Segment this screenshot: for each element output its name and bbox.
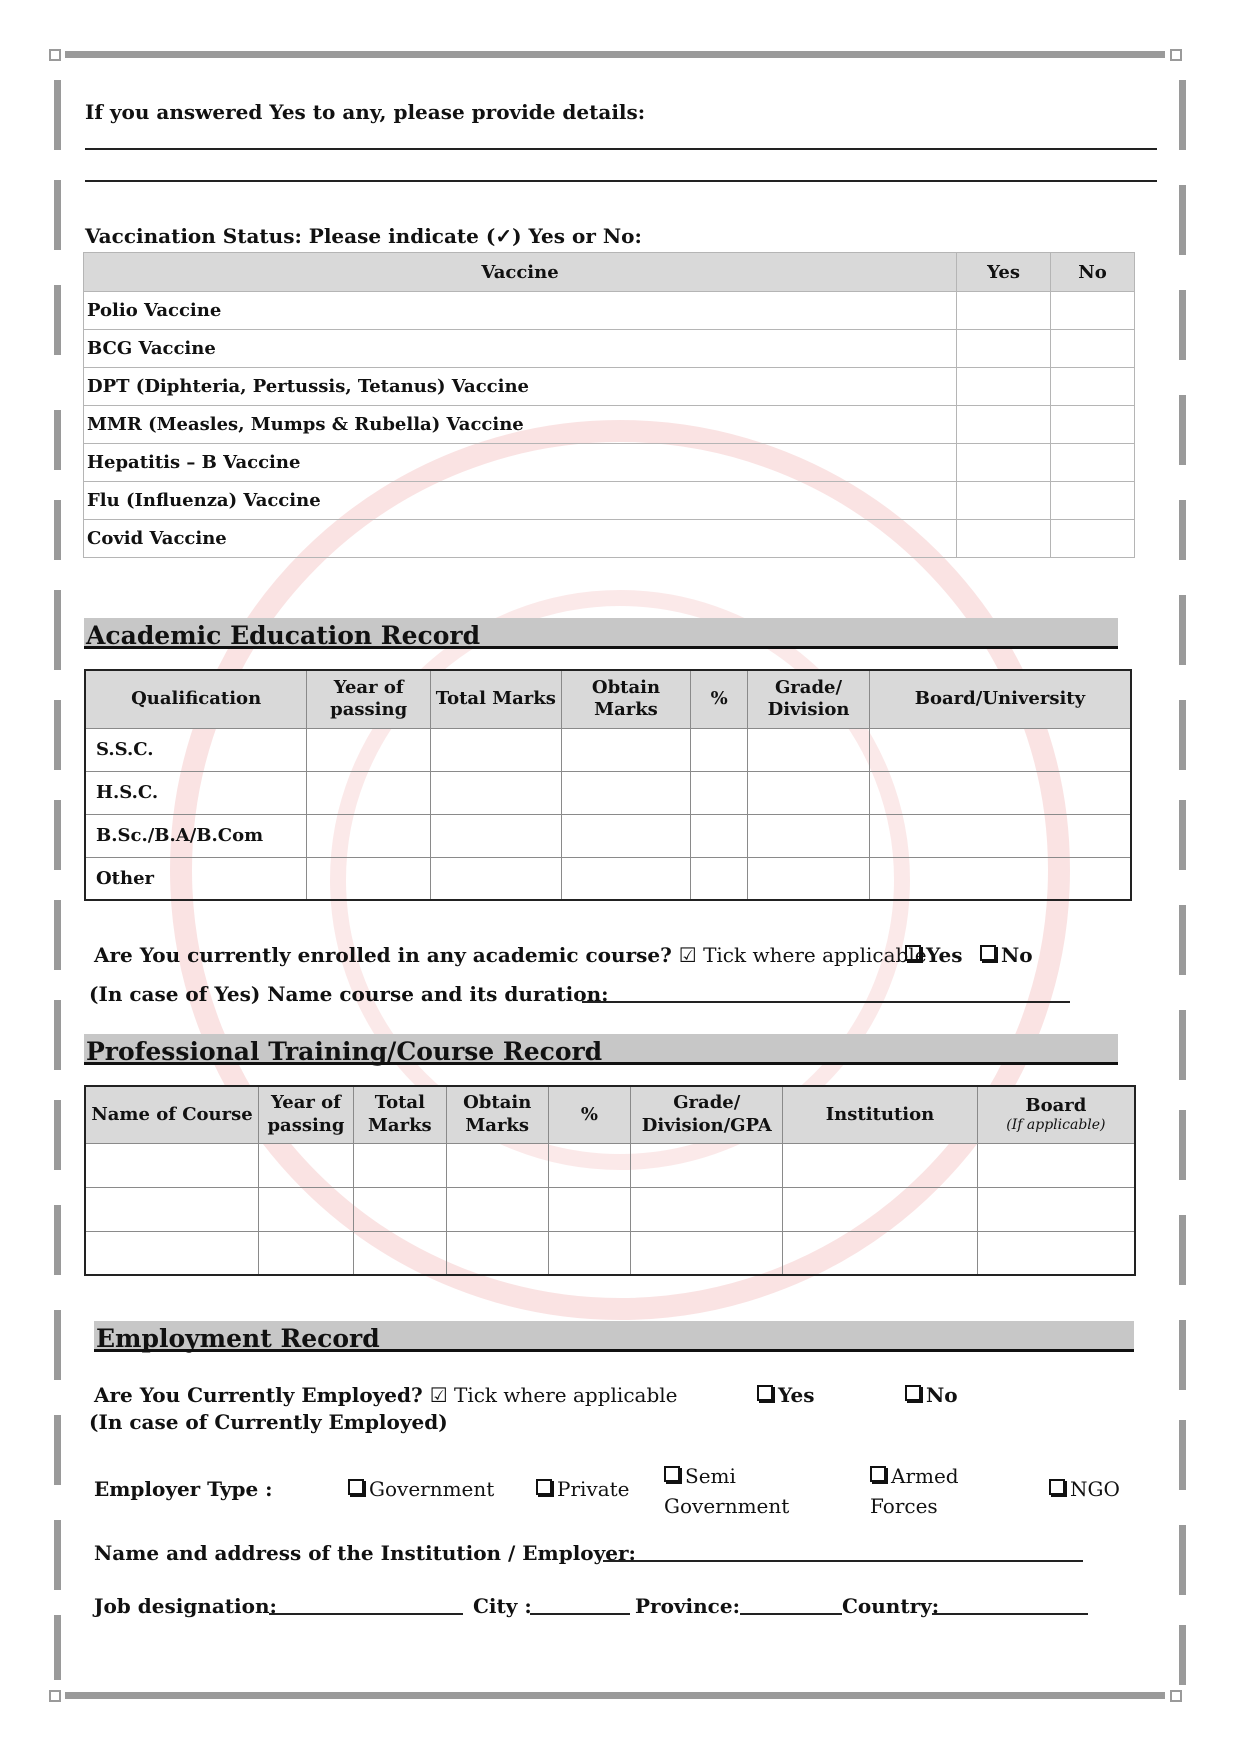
cell[interactable] bbox=[691, 728, 748, 771]
frame-left-dash bbox=[54, 700, 61, 770]
type-label: Government bbox=[369, 1477, 495, 1501]
col-board bbox=[977, 1086, 1135, 1143]
professional-section-header bbox=[84, 1034, 1118, 1065]
city-line[interactable] bbox=[530, 1613, 630, 1615]
academic-table bbox=[84, 669, 1132, 901]
cell[interactable] bbox=[748, 857, 870, 900]
vaccine-name: BCG Vaccine bbox=[84, 330, 957, 368]
col-institution: Institution bbox=[783, 1086, 978, 1143]
vaccine-no-cell[interactable] bbox=[1051, 482, 1135, 520]
type-label: Armed Forces bbox=[870, 1464, 959, 1518]
cell[interactable] bbox=[631, 1143, 783, 1187]
cell[interactable] bbox=[561, 728, 691, 771]
checkbox-icon[interactable] bbox=[664, 1466, 680, 1482]
cell[interactable] bbox=[446, 1143, 548, 1187]
academic-row bbox=[85, 728, 1131, 771]
type-label: Private bbox=[557, 1477, 630, 1501]
checkbox-icon[interactable] bbox=[348, 1479, 364, 1495]
vaccine-name: Covid Vaccine bbox=[84, 520, 957, 558]
employer-type-armed-forces[interactable] bbox=[870, 1461, 980, 1521]
cell[interactable] bbox=[307, 857, 431, 900]
frame-left-dash bbox=[54, 1205, 61, 1275]
cell[interactable] bbox=[431, 771, 562, 814]
frame-left-dash bbox=[54, 1415, 61, 1485]
frame-right-dash bbox=[1179, 800, 1186, 870]
employer-type-government[interactable] bbox=[348, 1477, 494, 1501]
academic-section-title: Academic Education Record bbox=[86, 621, 481, 650]
frame-right-dash bbox=[1179, 700, 1186, 770]
yes-header: Yes bbox=[957, 253, 1051, 292]
cell[interactable] bbox=[869, 857, 1131, 900]
cell[interactable] bbox=[259, 1143, 354, 1187]
vaccination-table bbox=[83, 252, 1135, 558]
cell[interactable] bbox=[446, 1231, 548, 1275]
frame-right-dash bbox=[1179, 1010, 1186, 1080]
frame-right-dash bbox=[1179, 185, 1186, 255]
frame-right-dash bbox=[1179, 500, 1186, 560]
frame-left-dash bbox=[54, 1100, 61, 1170]
job-designation-label: Job designation: bbox=[94, 1594, 277, 1618]
academic-section-header bbox=[84, 618, 1118, 649]
cell[interactable] bbox=[548, 1231, 631, 1275]
vaccine-yes-cell[interactable] bbox=[957, 406, 1051, 444]
cell[interactable] bbox=[631, 1231, 783, 1275]
col-total-marks: Total Marks bbox=[353, 1086, 446, 1143]
enrolled-no-option[interactable] bbox=[980, 943, 1033, 967]
cell[interactable] bbox=[977, 1187, 1135, 1231]
col-grade-division-gpa: Grade/ Division/GPA bbox=[631, 1086, 783, 1143]
frame-right-dash bbox=[1179, 595, 1186, 665]
col-percent: % bbox=[691, 670, 748, 728]
employer-type-semi-government[interactable] bbox=[664, 1461, 814, 1521]
employment-section-header bbox=[94, 1321, 1134, 1352]
frame-left-dash bbox=[54, 410, 61, 470]
frame-left-dash bbox=[54, 900, 61, 970]
vaccine-no-cell[interactable] bbox=[1051, 368, 1135, 406]
vaccine-name: DPT (Diphteria, Pertussis, Tetanus) Vaccine bbox=[84, 368, 957, 406]
board-note: (If applicable) bbox=[1006, 1117, 1106, 1134]
institution-prompt: Name and address of the Institution / Employer: bbox=[94, 1541, 636, 1565]
frame-left-dash bbox=[54, 590, 61, 670]
frame-left-dash bbox=[54, 800, 61, 870]
board-header-label: Board bbox=[1025, 1094, 1087, 1116]
vaccine-row bbox=[84, 520, 1135, 558]
frame-right-dash bbox=[1179, 395, 1186, 465]
frame-right-dash bbox=[1179, 1525, 1186, 1595]
cell[interactable] bbox=[783, 1187, 978, 1231]
cell[interactable] bbox=[431, 857, 562, 900]
vaccine-no-cell[interactable] bbox=[1051, 444, 1135, 482]
frame-corner-bl bbox=[49, 1690, 61, 1702]
frame-corner-br bbox=[1170, 1690, 1182, 1702]
vaccine-no-cell[interactable] bbox=[1051, 520, 1135, 558]
professional-table bbox=[84, 1085, 1136, 1276]
professional-header-row bbox=[85, 1086, 1135, 1143]
cell[interactable] bbox=[259, 1187, 354, 1231]
cell[interactable] bbox=[85, 1231, 259, 1275]
col-obtain-marks: Obtain Marks bbox=[446, 1086, 548, 1143]
cell[interactable] bbox=[307, 728, 431, 771]
checkbox-icon[interactable] bbox=[905, 1385, 921, 1401]
cell[interactable] bbox=[691, 771, 748, 814]
cell[interactable] bbox=[691, 857, 748, 900]
details-prompt: If you answered Yes to any, please provide details: bbox=[85, 100, 646, 124]
frame-left-dash bbox=[54, 1000, 61, 1070]
checkbox-icon[interactable] bbox=[536, 1479, 552, 1495]
frame-bottom bbox=[65, 1692, 1165, 1699]
checkbox-icon[interactable] bbox=[870, 1466, 886, 1482]
professional-row bbox=[85, 1143, 1135, 1187]
qualification-name: S.S.C. bbox=[85, 728, 307, 771]
employed-yes-option[interactable] bbox=[757, 1383, 815, 1407]
frame-left-dash bbox=[54, 180, 61, 250]
cell[interactable] bbox=[353, 1231, 446, 1275]
vaccination-header-row bbox=[84, 253, 1135, 292]
enrolled-yes-label: Yes bbox=[926, 943, 963, 967]
professional-row bbox=[85, 1231, 1135, 1275]
details-line-1[interactable] bbox=[85, 148, 1157, 150]
col-name-of-course: Name of Course bbox=[85, 1086, 259, 1143]
vaccine-row bbox=[84, 330, 1135, 368]
cell[interactable] bbox=[548, 1187, 631, 1231]
vaccine-no-cell[interactable] bbox=[1051, 292, 1135, 330]
vaccine-yes-cell[interactable] bbox=[957, 330, 1051, 368]
enrolled-question: Are You currently enrolled in any academic course? bbox=[94, 943, 672, 967]
employer-type-ngo[interactable] bbox=[1049, 1477, 1120, 1501]
checkbox-icon[interactable] bbox=[757, 1385, 773, 1401]
cell[interactable] bbox=[748, 814, 870, 857]
vaccine-header: Vaccine bbox=[84, 253, 957, 292]
cell[interactable] bbox=[85, 1187, 259, 1231]
professional-section-title: Professional Training/Course Record bbox=[86, 1037, 603, 1066]
type-label: NGO bbox=[1070, 1477, 1120, 1501]
frame-corner-tr bbox=[1170, 49, 1182, 61]
city-label: City : bbox=[473, 1594, 532, 1618]
vaccination-title: Vaccination Status: Please indicate (✓) Yes or No: bbox=[85, 224, 642, 248]
vaccine-row bbox=[84, 406, 1135, 444]
type-label: Semi Government bbox=[664, 1464, 790, 1518]
cell[interactable] bbox=[748, 771, 870, 814]
qualification-name: H.S.C. bbox=[85, 771, 307, 814]
country-line[interactable] bbox=[932, 1613, 1088, 1615]
checkbox-icon[interactable] bbox=[1049, 1479, 1065, 1495]
cell[interactable] bbox=[748, 728, 870, 771]
vaccine-no-cell[interactable] bbox=[1051, 406, 1135, 444]
col-percent: % bbox=[548, 1086, 631, 1143]
employer-type-label: Employer Type : bbox=[94, 1477, 273, 1501]
cell[interactable] bbox=[977, 1143, 1135, 1187]
cell[interactable] bbox=[431, 728, 562, 771]
course-duration-line[interactable] bbox=[582, 1001, 1070, 1003]
cell[interactable] bbox=[869, 728, 1131, 771]
frame-right-dash bbox=[1179, 1110, 1186, 1180]
cell[interactable] bbox=[85, 1143, 259, 1187]
province-label: Province: bbox=[635, 1594, 740, 1618]
vaccine-yes-cell[interactable] bbox=[957, 292, 1051, 330]
employer-type-private[interactable] bbox=[536, 1477, 630, 1501]
frame-left-dash bbox=[54, 80, 61, 150]
frame-right-dash bbox=[1179, 1420, 1186, 1490]
vaccine-name: Flu (Influenza) Vaccine bbox=[84, 482, 957, 520]
qualification-name: Other bbox=[85, 857, 307, 900]
enrolled-no-label: No bbox=[1001, 943, 1033, 967]
course-prompt: (In case of Yes) Name course and its duration: bbox=[89, 982, 609, 1006]
cell[interactable] bbox=[548, 1143, 631, 1187]
col-total-marks: Total Marks bbox=[431, 670, 562, 728]
cell[interactable] bbox=[259, 1231, 354, 1275]
job-designation-line[interactable] bbox=[269, 1613, 463, 1615]
vaccine-yes-cell[interactable] bbox=[957, 368, 1051, 406]
vaccine-row bbox=[84, 444, 1135, 482]
academic-row bbox=[85, 814, 1131, 857]
cell[interactable] bbox=[353, 1143, 446, 1187]
vaccine-yes-cell[interactable] bbox=[957, 444, 1051, 482]
col-qualification: Qualification bbox=[85, 670, 307, 728]
academic-row bbox=[85, 771, 1131, 814]
cell[interactable] bbox=[783, 1143, 978, 1187]
cell[interactable] bbox=[869, 814, 1131, 857]
cell[interactable] bbox=[561, 857, 691, 900]
employed-yes-label: Yes bbox=[778, 1383, 815, 1407]
enrolled-yes-option[interactable] bbox=[905, 943, 963, 967]
tick-note: ☑ Tick where applicable bbox=[429, 1383, 678, 1407]
cell[interactable] bbox=[307, 814, 431, 857]
academic-row bbox=[85, 857, 1131, 900]
frame-right-dash bbox=[1179, 1625, 1186, 1685]
professional-row bbox=[85, 1187, 1135, 1231]
vaccine-yes-cell[interactable] bbox=[957, 482, 1051, 520]
frame-right-dash bbox=[1179, 1320, 1186, 1390]
vaccine-row bbox=[84, 482, 1135, 520]
frame-left-dash bbox=[54, 500, 61, 560]
employed-question-line bbox=[94, 1383, 677, 1407]
academic-header-row bbox=[85, 670, 1131, 728]
cell[interactable] bbox=[561, 814, 691, 857]
col-year-of-passing: Year of passing bbox=[259, 1086, 354, 1143]
cell[interactable] bbox=[353, 1187, 446, 1231]
details-line-2[interactable] bbox=[85, 180, 1157, 182]
checkbox-icon[interactable] bbox=[905, 945, 921, 961]
frame-right-dash bbox=[1179, 1215, 1186, 1285]
cell[interactable] bbox=[631, 1187, 783, 1231]
qualification-name: B.Sc./B.A/B.Com bbox=[85, 814, 307, 857]
checkbox-icon[interactable] bbox=[980, 945, 996, 961]
frame-left-dash bbox=[54, 1520, 61, 1590]
frame-left-dash bbox=[54, 285, 61, 355]
cell[interactable] bbox=[691, 814, 748, 857]
employed-no-option[interactable] bbox=[905, 1383, 958, 1407]
vaccine-name: Polio Vaccine bbox=[84, 292, 957, 330]
frame-right-dash bbox=[1179, 80, 1186, 150]
employment-section-title: Employment Record bbox=[96, 1324, 380, 1353]
frame-right-dash bbox=[1179, 290, 1186, 360]
col-year-of-passing: Year of passing bbox=[307, 670, 431, 728]
frame-left-dash bbox=[54, 1310, 61, 1380]
vaccine-name: Hepatitis – B Vaccine bbox=[84, 444, 957, 482]
enrolled-question-line bbox=[94, 943, 927, 967]
vaccine-yes-cell[interactable] bbox=[957, 520, 1051, 558]
institution-line[interactable] bbox=[603, 1560, 1083, 1562]
frame-left-dash bbox=[54, 1615, 61, 1680]
employed-question: Are You Currently Employed? bbox=[94, 1383, 423, 1407]
province-line[interactable] bbox=[740, 1613, 842, 1615]
frame-corner-tl bbox=[49, 49, 61, 61]
frame-top bbox=[65, 51, 1165, 58]
vaccine-name: MMR (Measles, Mumps & Rubella) Vaccine bbox=[84, 406, 957, 444]
cell[interactable] bbox=[869, 771, 1131, 814]
vaccine-no-cell[interactable] bbox=[1051, 330, 1135, 368]
vaccine-row bbox=[84, 292, 1135, 330]
employed-case-note: (In case of Currently Employed) bbox=[89, 1410, 448, 1434]
cell[interactable] bbox=[783, 1231, 978, 1275]
frame-right-dash bbox=[1179, 905, 1186, 975]
cell[interactable] bbox=[561, 771, 691, 814]
cell[interactable] bbox=[446, 1187, 548, 1231]
col-obtain-marks: Obtain Marks bbox=[561, 670, 691, 728]
cell[interactable] bbox=[307, 771, 431, 814]
col-grade-division: Grade/ Division bbox=[748, 670, 870, 728]
employed-no-label: No bbox=[926, 1383, 958, 1407]
cell[interactable] bbox=[431, 814, 562, 857]
country-label: Country: bbox=[842, 1594, 940, 1618]
tick-note: ☑ Tick where applicable bbox=[678, 943, 927, 967]
no-header: No bbox=[1051, 253, 1135, 292]
col-board-university: Board/University bbox=[869, 670, 1131, 728]
vaccine-row bbox=[84, 368, 1135, 406]
cell[interactable] bbox=[977, 1231, 1135, 1275]
